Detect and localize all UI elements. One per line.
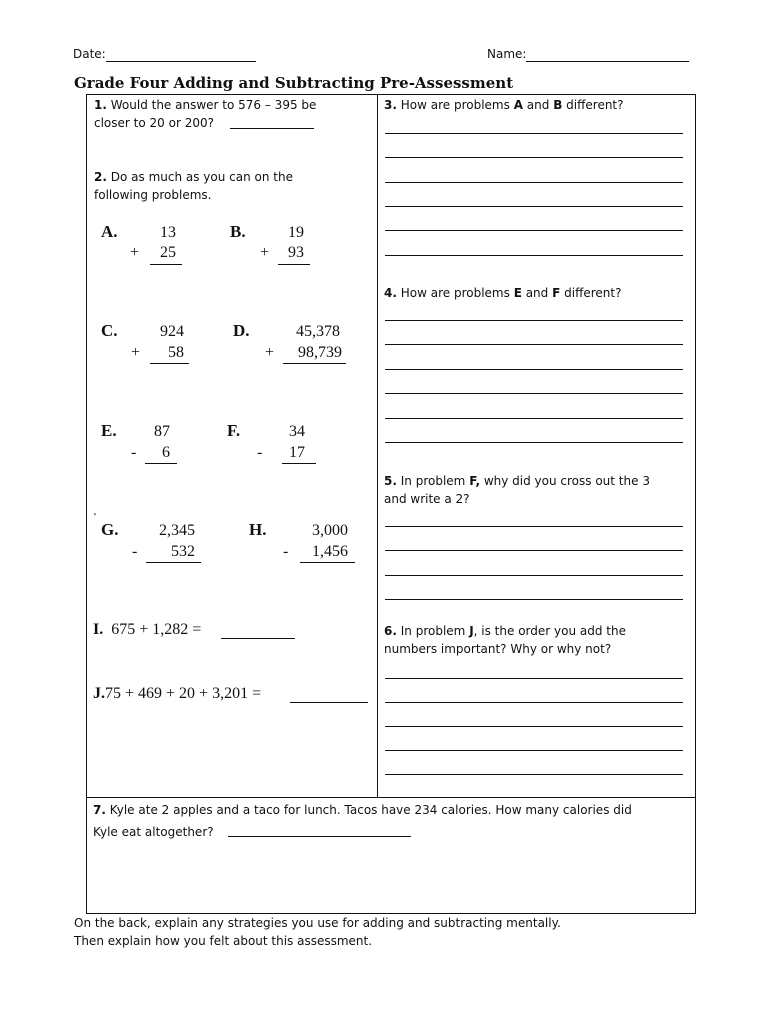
- question-4: 4. How are problems E and F different?: [384, 286, 622, 300]
- stray-dot: .: [93, 504, 97, 518]
- problem-d-bottom: 98,739: [298, 344, 342, 361]
- problem-h-rule: [300, 562, 355, 563]
- problem-d-op: +: [265, 344, 275, 361]
- problem-h-label: H.: [249, 520, 267, 539]
- problem-j-blank[interactable]: [290, 702, 368, 703]
- problem-e-label: E.: [101, 421, 117, 440]
- q3-answer-line[interactable]: [385, 182, 683, 183]
- q4-answer-line[interactable]: [385, 344, 683, 345]
- problem-g-top: 2,345: [159, 522, 195, 539]
- q5-answer-line[interactable]: [385, 550, 683, 551]
- q6-answer-line[interactable]: [385, 750, 683, 751]
- problem-i-blank[interactable]: [221, 638, 295, 639]
- problem-b-label: B.: [230, 222, 246, 241]
- q5-answer-line[interactable]: [385, 599, 683, 600]
- date-label: Date:: [73, 47, 106, 61]
- problem-c-top: 924: [160, 323, 184, 340]
- problem-f-label: F.: [227, 421, 241, 440]
- problem-e-bottom: 6: [162, 444, 170, 461]
- problem-e-rule: [145, 463, 177, 464]
- problem-b-bottom: 93: [288, 244, 304, 261]
- q4-answer-line[interactable]: [385, 369, 683, 370]
- problem-c-op: +: [131, 344, 141, 361]
- q4-answer-line[interactable]: [385, 320, 683, 321]
- date-blank[interactable]: [106, 61, 256, 62]
- footer-instructions: On the back, explain any strategies you use for adding and subtracting mentally. Then explain how you felt about this assessment.: [74, 916, 561, 948]
- problem-i-expr: 675 + 1,282 =: [111, 621, 202, 638]
- q3-answer-line[interactable]: [385, 230, 683, 231]
- q4-answer-line[interactable]: [385, 418, 683, 419]
- problem-a-top: 13: [160, 224, 176, 241]
- problem-d-label: D.: [233, 321, 250, 340]
- problem-b-top: 19: [288, 224, 304, 241]
- q5-answer-line[interactable]: [385, 575, 683, 576]
- q6-answer-line[interactable]: [385, 774, 683, 775]
- q1-answer-blank[interactable]: [230, 128, 314, 129]
- problem-h-bottom: 1,456: [312, 543, 348, 560]
- q3-answer-line[interactable]: [385, 206, 683, 207]
- q3-answer-line[interactable]: [385, 133, 683, 134]
- problem-g-rule: [146, 562, 201, 563]
- problem-g-bottom: 532: [171, 543, 195, 560]
- q6-answer-line[interactable]: [385, 678, 683, 679]
- problem-c-rule: [150, 363, 189, 364]
- problem-f-op: -: [257, 444, 263, 461]
- name-label: Name:: [487, 47, 527, 61]
- problem-j-label: J.: [93, 685, 105, 702]
- problem-d-top: 45,378: [296, 323, 340, 340]
- problem-g-op: -: [132, 543, 138, 560]
- problem-b-rule: [278, 264, 310, 265]
- problem-h-op: -: [283, 543, 289, 560]
- q4-answer-line[interactable]: [385, 393, 683, 394]
- question-6: 6. In problem J, is the order you add the numbers important? Why or why not?: [384, 624, 626, 656]
- problem-j-expr: 75 + 469 + 20 + 3,201 =: [105, 685, 262, 702]
- question-2: 2. Do as much as you can on the following problems.: [94, 170, 293, 202]
- q3-answer-line[interactable]: [385, 255, 683, 256]
- problem-c-bottom: 58: [168, 344, 184, 361]
- problem-b-op: +: [260, 244, 270, 261]
- problem-a-rule: [150, 264, 182, 265]
- problem-j: [93, 685, 261, 703]
- q3-answer-line[interactable]: [385, 157, 683, 158]
- problem-h-top: 3,000: [312, 522, 348, 539]
- q5-answer-line[interactable]: [385, 526, 683, 527]
- page-title: Grade Four Adding and Subtracting Pre-Assessment: [74, 74, 514, 92]
- question-1: 1. Would the answer to 576 – 395 be closer to 20 or 200?: [94, 98, 317, 130]
- q6-answer-line[interactable]: [385, 702, 683, 703]
- problem-c-label: C.: [101, 321, 118, 340]
- problem-i: [93, 621, 201, 639]
- question-3: 3. How are problems A and B different?: [384, 98, 624, 112]
- problem-d-rule: [283, 363, 346, 364]
- problem-a-bottom: 25: [160, 244, 176, 261]
- question-5: 5. In problem F, why did you cross out the 3 and write a 2?: [384, 474, 650, 506]
- problem-i-label: I.: [93, 621, 104, 638]
- name-blank[interactable]: [526, 61, 689, 62]
- problem-e-op: -: [131, 444, 137, 461]
- q6-answer-line[interactable]: [385, 726, 683, 727]
- problem-f-rule: [282, 463, 316, 464]
- problem-e-top: 87: [154, 423, 170, 440]
- problem-f-bottom: 17: [289, 444, 305, 461]
- problem-a-label: A.: [101, 222, 118, 241]
- problem-f-top: 34: [289, 423, 305, 440]
- right-box: [377, 94, 696, 798]
- problem-a-op: +: [130, 244, 140, 261]
- q7-answer-blank[interactable]: [228, 836, 411, 837]
- q4-answer-line[interactable]: [385, 442, 683, 443]
- question-7: 7. Kyle ate 2 apples and a taco for lunch. Tacos have 234 calories. How many calories did Kyle eat altogether?: [93, 803, 632, 839]
- problem-g-label: G.: [101, 520, 119, 539]
